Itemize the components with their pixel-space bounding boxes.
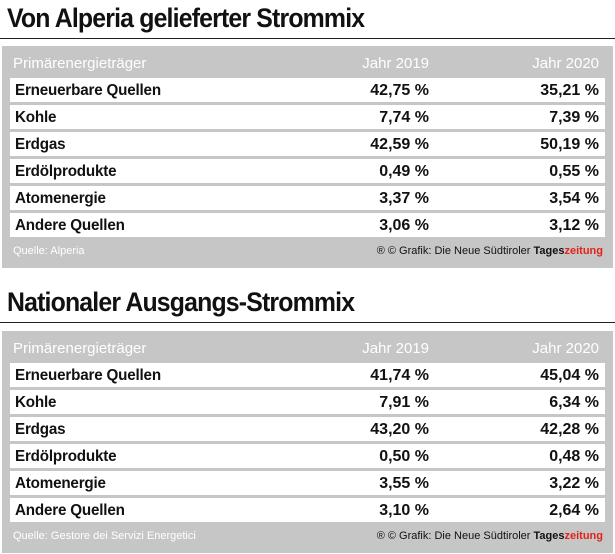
row-value-2020: 45,04 % bbox=[540, 367, 599, 384]
row-label: Atomenergie bbox=[15, 475, 106, 492]
row-value-2020: 3,54 % bbox=[549, 190, 599, 207]
table-row bbox=[10, 444, 605, 468]
table-row bbox=[10, 363, 605, 387]
row-value-2020: 6,34 % bbox=[549, 394, 599, 411]
row-value-2019: 7,91 % bbox=[379, 394, 429, 411]
header-year-2019: Jahr 2019 bbox=[362, 55, 429, 72]
row-label: Andere Quellen bbox=[15, 502, 125, 519]
row-value-2020: 3,22 % bbox=[549, 475, 599, 492]
header-label: Primärenergieträger bbox=[13, 55, 147, 72]
row-value-2020: 0,55 % bbox=[549, 163, 599, 180]
row-label: Erneuerbare Quellen bbox=[15, 82, 161, 99]
table-header bbox=[2, 337, 613, 359]
source-note: Quelle: Alperia bbox=[13, 245, 85, 257]
table-rows bbox=[2, 78, 613, 240]
row-label: Kohle bbox=[15, 109, 57, 126]
row-value-2019: 42,75 % bbox=[370, 82, 429, 99]
row-value-2020: 42,28 % bbox=[540, 421, 599, 438]
table-row bbox=[10, 390, 605, 414]
brand-tages: Tages bbox=[533, 530, 565, 542]
row-value-2020: 7,39 % bbox=[549, 109, 599, 126]
header-year-2019: Jahr 2019 bbox=[362, 340, 429, 357]
table-row bbox=[10, 132, 605, 156]
credit-line bbox=[377, 530, 603, 542]
table-row bbox=[10, 471, 605, 495]
table-row bbox=[10, 186, 605, 210]
credit-text: ® © Grafik: Die Neue Südtiroler bbox=[376, 245, 534, 257]
row-label: Erneuerbare Quellen bbox=[15, 367, 161, 384]
brand-tages: Tages bbox=[533, 245, 565, 257]
row-label: Andere Quellen bbox=[15, 217, 125, 234]
header-year-2020: Jahr 2020 bbox=[532, 340, 599, 357]
table-title: Von Alperia gelieferter Strommix bbox=[7, 3, 365, 33]
row-label: Erdgas bbox=[15, 136, 66, 153]
row-value-2020: 35,21 % bbox=[540, 82, 599, 99]
row-value-2019: 0,50 % bbox=[379, 448, 429, 465]
row-value-2020: 0,48 % bbox=[549, 448, 599, 465]
brand-zeitung: zeitung bbox=[564, 530, 603, 542]
table-row bbox=[10, 417, 605, 441]
table-header bbox=[2, 52, 613, 74]
table-rows bbox=[2, 363, 613, 525]
row-value-2019: 41,74 % bbox=[370, 367, 429, 384]
brand-zeitung: zeitung bbox=[564, 245, 603, 257]
source-note: Quelle: Gestore dei Servizi Energetici bbox=[13, 530, 196, 542]
credit-line bbox=[377, 245, 603, 257]
row-label: Kohle bbox=[15, 394, 57, 411]
row-value-2020: 50,19 % bbox=[540, 136, 599, 153]
row-label: Erdölprodukte bbox=[15, 448, 117, 465]
title-divider bbox=[0, 38, 615, 39]
row-value-2019: 3,37 % bbox=[379, 190, 429, 207]
row-value-2019: 3,10 % bbox=[379, 502, 429, 519]
row-value-2019: 0,49 % bbox=[379, 163, 429, 180]
table-panel bbox=[2, 46, 613, 268]
row-value-2020: 3,12 % bbox=[549, 217, 599, 234]
table-row bbox=[10, 213, 605, 237]
row-label: Atomenergie bbox=[15, 190, 106, 207]
table-row bbox=[10, 498, 605, 522]
table-row bbox=[10, 78, 605, 102]
row-value-2019: 7,74 % bbox=[379, 109, 429, 126]
row-value-2020: 2,64 % bbox=[549, 502, 599, 519]
row-label: Erdgas bbox=[15, 421, 66, 438]
header-year-2020: Jahr 2020 bbox=[532, 55, 599, 72]
table-footer bbox=[2, 529, 613, 545]
row-value-2019: 3,55 % bbox=[379, 475, 429, 492]
row-value-2019: 42,59 % bbox=[370, 136, 429, 153]
row-label: Erdölprodukte bbox=[15, 163, 117, 180]
table-row bbox=[10, 105, 605, 129]
table-title: Nationaler Ausgangs-Strommix bbox=[7, 287, 355, 317]
credit-text: ® © Grafik: Die Neue Südtiroler bbox=[376, 530, 534, 542]
title-divider bbox=[0, 322, 615, 323]
header-label: Primärenergieträger bbox=[13, 340, 147, 357]
table-footer bbox=[2, 244, 613, 260]
table-panel bbox=[2, 331, 613, 553]
table-row bbox=[10, 159, 605, 183]
row-value-2019: 3,06 % bbox=[379, 217, 429, 234]
row-value-2019: 43,20 % bbox=[370, 421, 429, 438]
